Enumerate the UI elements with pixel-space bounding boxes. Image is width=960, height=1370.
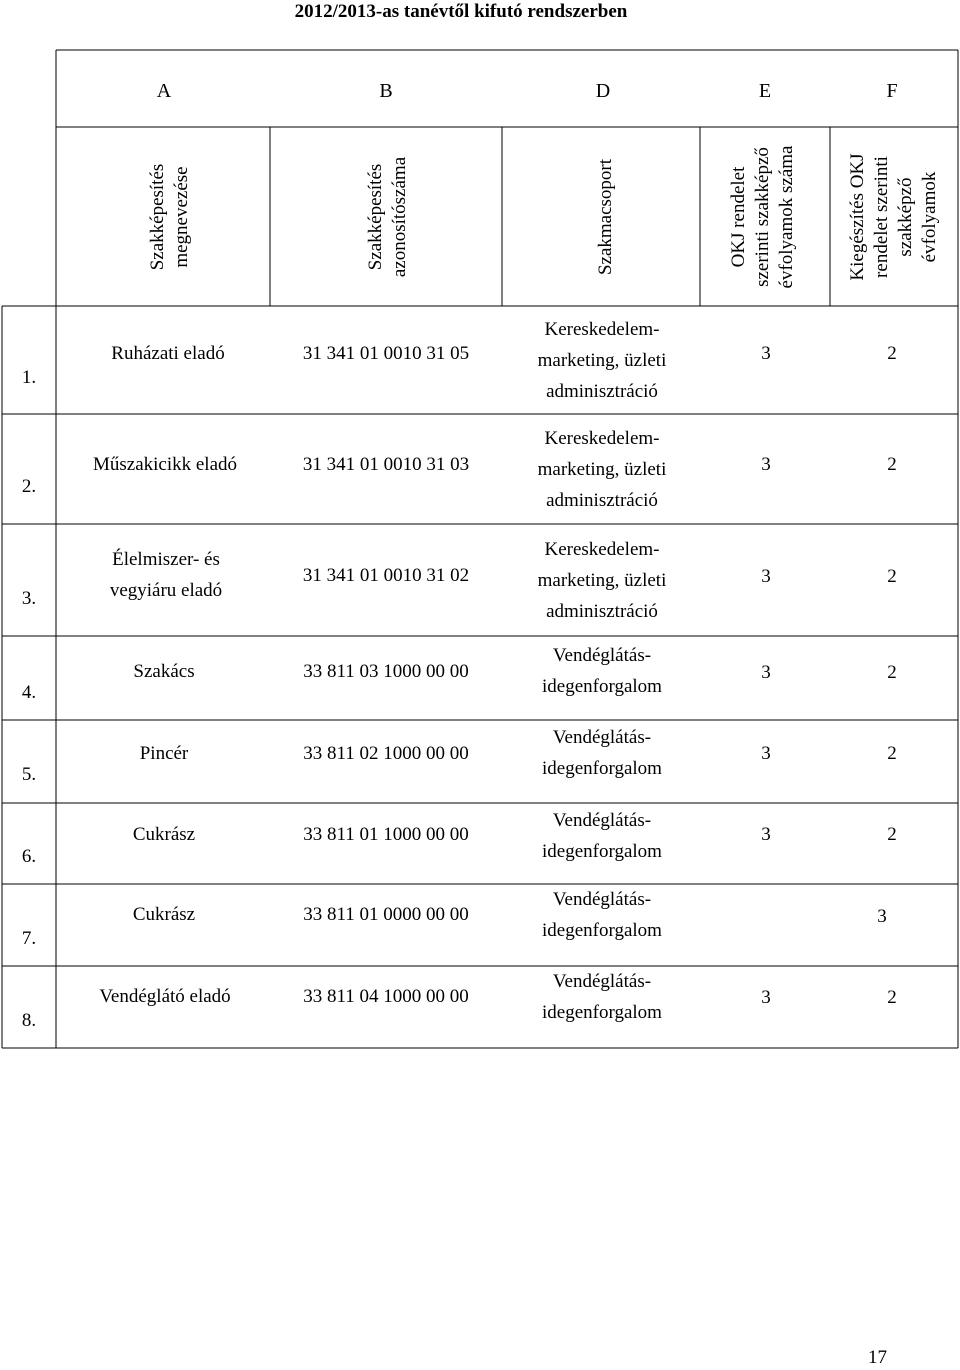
column-letter-b: B xyxy=(379,80,393,102)
row-code: 33 811 02 1000 00 00 xyxy=(303,742,469,764)
header-code: Szakképesítés azonosítószáma xyxy=(365,156,410,278)
row-number: 3. xyxy=(21,587,37,609)
row-extra-years: 2 xyxy=(887,742,897,764)
row-okj-years: 3 xyxy=(761,661,771,683)
row-group: Kereskedelem- marketing, üzleti adminisztráció xyxy=(537,427,667,511)
row-okj-years: 3 xyxy=(761,565,771,587)
page-number: 17 xyxy=(868,1347,887,1368)
column-letter-f: F xyxy=(886,80,898,102)
row-group: Vendéglátás- idegenforgalom xyxy=(542,645,662,697)
row-number: 5. xyxy=(21,764,37,785)
row-name: Ruházati eladó xyxy=(111,343,225,364)
row-okj-years: 3 xyxy=(761,742,771,764)
header-name: Szakképesítés megnevezése xyxy=(147,163,192,271)
row-group: Kereskedelem- marketing, üzleti adminisztráció xyxy=(537,538,667,622)
row-name: Szakács xyxy=(133,660,195,682)
row-extra-years: 2 xyxy=(887,986,897,1008)
row-code: 31 341 01 0010 31 05 xyxy=(302,343,470,364)
header-extra-years: Kiegészítés OKJ rendelet szerinti szakképző évfolyamok xyxy=(847,153,940,281)
row-number: 1. xyxy=(21,366,37,388)
row-extra-years: 2 xyxy=(887,661,897,683)
header-okj-years: OKJ rendelet szerinti szakképző évfolyamok száma xyxy=(728,145,797,289)
row-name: Cukrász xyxy=(132,903,196,925)
header-group: Szakmacsoport xyxy=(595,158,616,276)
row-okj-years: 3 xyxy=(761,986,771,1008)
row-number: 6. xyxy=(21,846,37,867)
row-group: Vendéglátás- idegenforgalom xyxy=(542,889,662,941)
row-okj-years: 3 xyxy=(761,823,771,845)
row-code: 33 811 01 1000 00 00 xyxy=(303,823,469,845)
row-code: 31 341 01 0010 31 03 xyxy=(302,453,470,475)
column-letter-d: D xyxy=(595,80,611,102)
row-okj-years: 3 xyxy=(761,453,771,475)
row-group: Vendéglátás- idegenforgalom xyxy=(542,727,662,779)
row-number: 4. xyxy=(21,681,37,703)
row-group: Kereskedelem- marketing, üzleti adminisztráció xyxy=(537,318,667,402)
row-name: Műszakicikk eladó xyxy=(92,453,238,475)
row-okj-years: 3 xyxy=(761,343,771,364)
row-name: Pincér xyxy=(139,742,189,764)
row-number: 2. xyxy=(21,475,37,497)
row-group: Vendéglátás- idegenforgalom xyxy=(542,971,662,1023)
row-name: Élelmiszer- és vegyiáru eladó xyxy=(109,549,223,601)
row-extra-years: 2 xyxy=(887,823,897,845)
document-title: 2012/2013-as tanévtől kifutó rendszerben xyxy=(294,1,628,22)
row-extra-years: 2 xyxy=(887,453,897,475)
row-okj-years: 3 xyxy=(877,905,887,927)
row-number: 7. xyxy=(21,927,37,949)
row-extra-years xyxy=(912,884,952,948)
row-code: 31 341 01 0010 31 02 xyxy=(302,564,470,586)
row-code: 33 811 04 1000 00 00 xyxy=(303,985,469,1007)
column-letter-e: E xyxy=(758,80,772,102)
row-code: 33 811 03 1000 00 00 xyxy=(303,660,469,682)
row-name: Vendéglátó eladó xyxy=(99,985,231,1007)
row-number: 8. xyxy=(21,1009,37,1031)
column-letter-a: A xyxy=(156,80,172,102)
row-code: 33 811 01 0000 00 00 xyxy=(303,903,469,925)
row-extra-years: 2 xyxy=(887,343,897,364)
row-name: Cukrász xyxy=(132,823,196,845)
row-group: Vendéglátás- idegenforgalom xyxy=(542,810,662,862)
row-extra-years: 2 xyxy=(887,565,897,587)
